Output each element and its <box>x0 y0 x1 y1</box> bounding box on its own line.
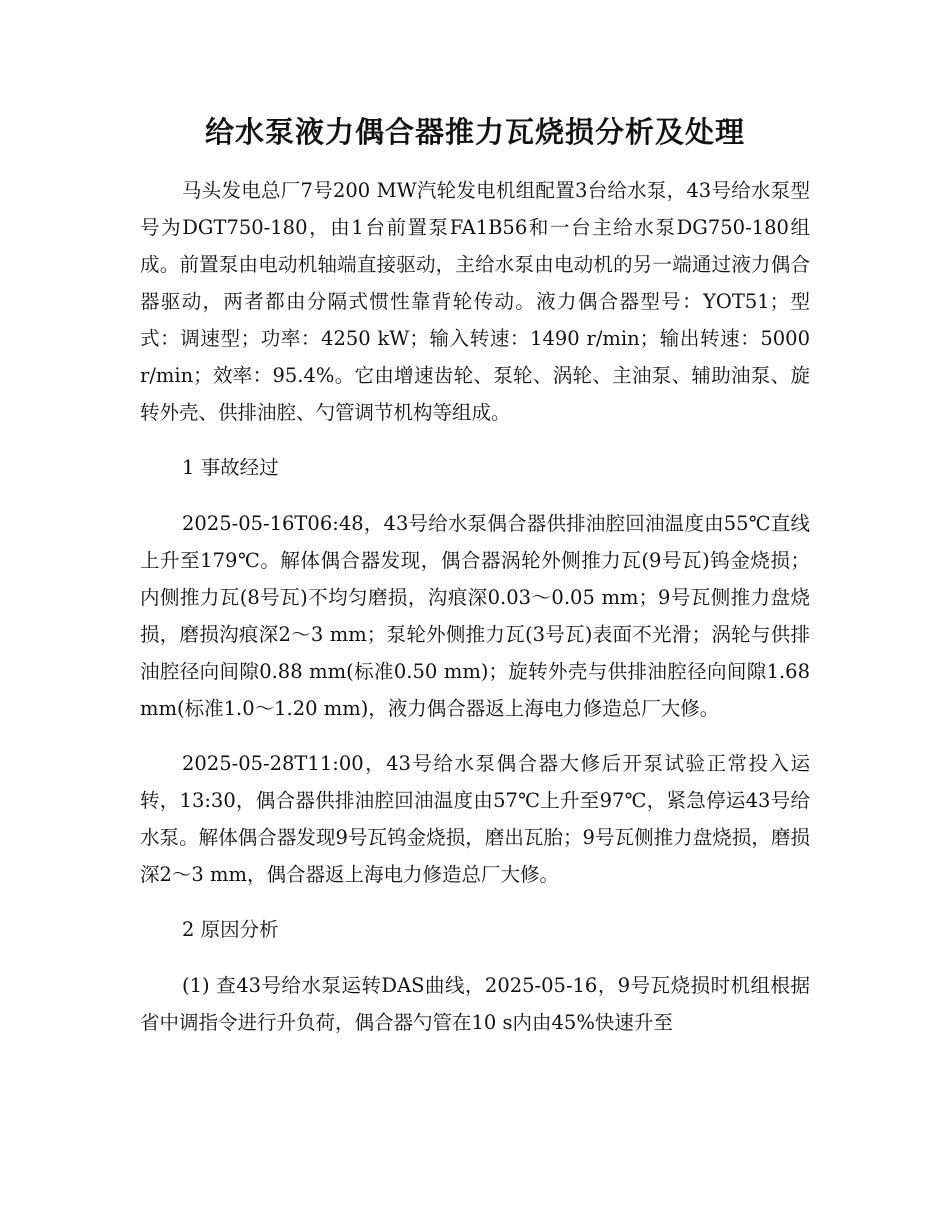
cause-paragraph-1: (1) 查43号给水泵运转DAS曲线，2025-05-16，9号瓦烧损时机组根据省中调指令进行升负荷，偶合器勺管在10 s内由45%快速升至 <box>140 974 810 1034</box>
intro-paragraph: 马头发电总厂7号200 MW汽轮发电机组配置3台给水泵，43号给水泵型号为DGT750-180，由1台前置泵FA1B56和一台主给水泵DG750-180组成。前置泵由电动机轴端直接驱动，主给水泵由电动机的另一端通过液力偶合器驱动，两者都由分隔式惯性靠背轮传动。液力偶合器型号：YOT51；型式：调速型；功率：4250 kW；输入转速：1490 r/min；输出转速：5000 r/min；效率：95.4%。它由增速齿轮、泵轮、涡轮、主油泵、辅助油泵、旋转外壳、供排油腔、勺管调节机构等组成。 <box>140 179 810 424</box>
section-heading-cause: 2 原因分析 <box>182 918 279 941</box>
accident-paragraph-2: 2025-05-28T11:00，43号给水泵偶合器大修后开泵试验正常投入运转，13:30，偶合器供排油腔回油温度由57℃上升至97℃，紧急停运43号给水泵。解体偶合器发现9号瓦钨金烧损，磨出瓦胎；9号瓦侧推力盘烧损，磨损深2～3 mm，偶合器返上海电力修造总厂大修。 <box>140 752 810 886</box>
accident-paragraph-1: 2025-05-16T06:48，43号给水泵偶合器供排油腔回油温度由55℃直线上升至179℃。解体偶合器发现，偶合器涡轮外侧推力瓦(9号瓦)钨金烧损；内侧推力瓦(8号瓦)不均匀磨损，沟痕深0.03～0.05 mm；9号瓦侧推力盘烧损，磨损沟痕深2～3 mm；泵轮外侧推力瓦(3号瓦)表面不光滑；涡轮与供排油腔径向间隙0.88 mm(标准0.50 mm)；旋转外壳与供排油腔径向间隙1.68 mm(标准1.0～1.20 mm)，液力偶合器返上海电力修造总厂大修。 <box>140 512 810 720</box>
section-heading-accident: 1 事故经过 <box>182 456 279 479</box>
document-title: 给水泵液力偶合器推力瓦烧损分析及处理 <box>204 115 745 149</box>
document-page <box>140 108 810 1041</box>
